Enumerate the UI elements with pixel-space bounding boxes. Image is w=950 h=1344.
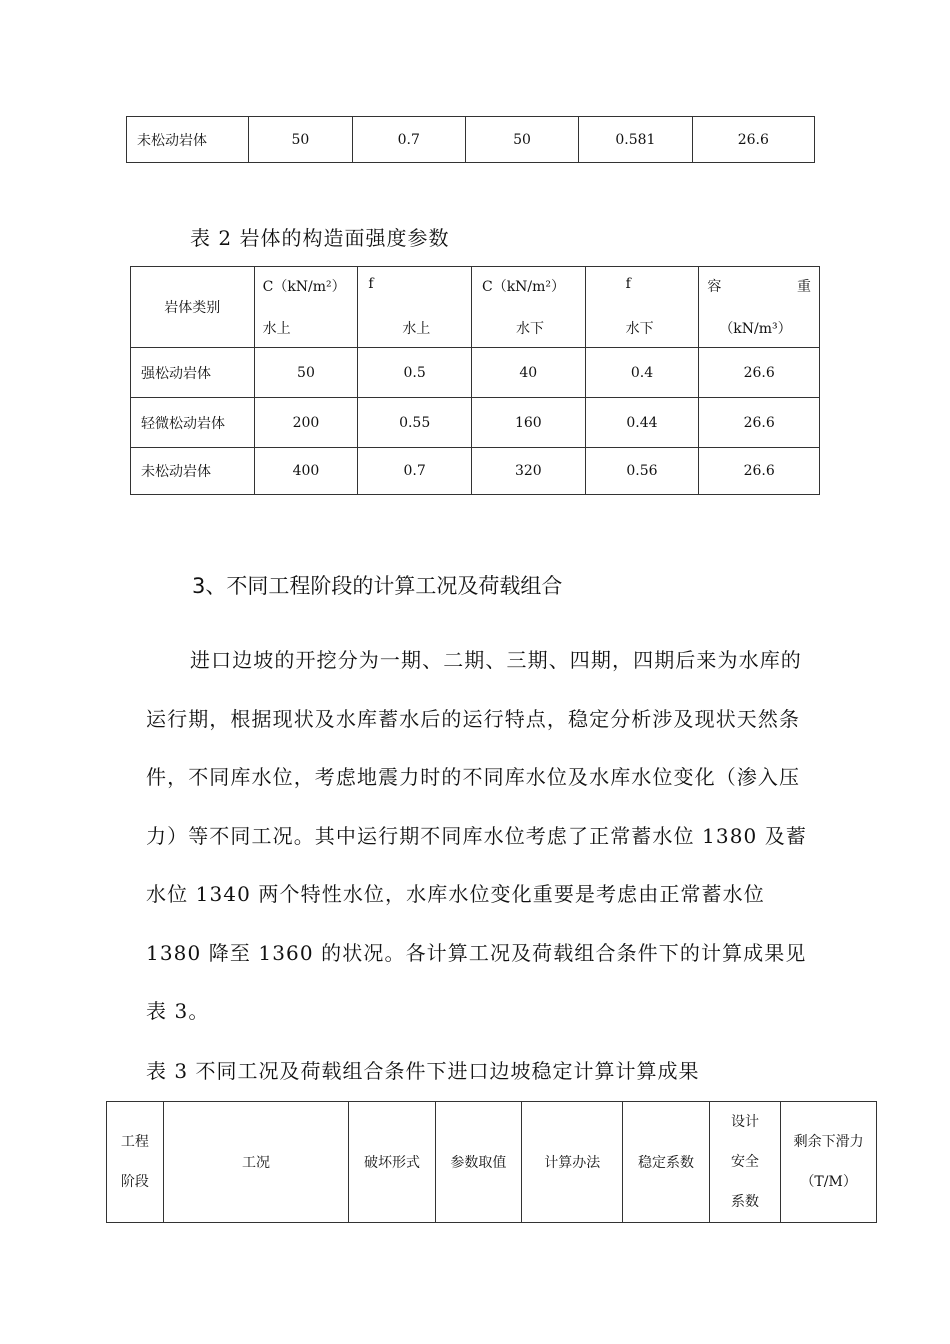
table-cell: 未松动岩体 <box>131 448 255 495</box>
table-cell: 50 <box>249 117 352 163</box>
table2-caption: 表 2 岩体的构造面强度参数 <box>190 226 450 250</box>
header-line: 设计 <box>731 1114 760 1130</box>
table-header-cell: 参数取值 <box>435 1102 521 1223</box>
header-line: 系数 <box>731 1194 760 1210</box>
header-bottom-text: 水下 <box>515 321 544 337</box>
table-header-row <box>131 267 820 348</box>
table-cell: 0.7 <box>352 117 465 163</box>
table-header-cell <box>699 267 820 348</box>
table-cell: 200 <box>254 398 358 448</box>
table-header-cell <box>471 267 585 348</box>
table-cell: 0.5 <box>358 348 472 398</box>
header-top-text: C（kN/m²） <box>262 279 346 295</box>
header-line: 阶段 <box>120 1174 149 1190</box>
table-cell: 160 <box>471 398 585 448</box>
table-header-cell <box>709 1102 781 1223</box>
header-line: （T/M） <box>800 1174 857 1190</box>
table-cell: 0.44 <box>585 398 699 448</box>
section-heading: 3、不同工程阶段的计算工况及荷载组合 <box>192 574 563 598</box>
table-row <box>131 398 820 448</box>
table-header-cell: 破坏形式 <box>349 1102 435 1223</box>
table-cell: 320 <box>471 448 585 495</box>
header-bottom-text: 水上 <box>262 321 291 337</box>
table-cell: 26.6 <box>699 348 820 398</box>
table3-caption: 表 3 不同工况及荷载组合条件下进口边坡稳定计算计算成果 <box>146 1059 700 1083</box>
table-cell: 轻微松动岩体 <box>131 398 255 448</box>
table-cell: 未松动岩体 <box>127 117 249 163</box>
table-row <box>131 348 820 398</box>
header-line: 工程 <box>120 1134 149 1150</box>
header-bottom-text: （kN/m³） <box>719 321 792 337</box>
header-bottom-text: 水下 <box>625 321 654 337</box>
table-cell: 0.4 <box>585 348 699 398</box>
header-line: 安全 <box>731 1154 760 1170</box>
table-header-cell <box>781 1102 877 1223</box>
header-top-text: f <box>625 276 631 292</box>
table-header-cell: 工况 <box>163 1102 349 1223</box>
table-cell: 26.6 <box>699 398 820 448</box>
table-cell: 26.6 <box>692 117 814 163</box>
table-header-cell: 岩体类别 <box>131 267 255 348</box>
table2 <box>130 266 820 495</box>
table-row <box>131 448 820 495</box>
header-bottom-text: 水上 <box>402 321 431 337</box>
table-cell: 50 <box>254 348 358 398</box>
table-header-row <box>107 1102 877 1223</box>
table-cell: 0.7 <box>358 448 472 495</box>
table-cell: 50 <box>465 117 578 163</box>
body-paragraph <box>146 631 808 1041</box>
table-cell: 强松动岩体 <box>131 348 255 398</box>
table-header-cell <box>254 267 358 348</box>
table3 <box>106 1101 877 1223</box>
table-cell: 26.6 <box>699 448 820 495</box>
header-top-text: f <box>368 276 374 292</box>
table-cell: 40 <box>471 348 585 398</box>
table-header-cell <box>107 1102 164 1223</box>
table-row <box>127 117 815 163</box>
header-top-text: 容 <box>707 279 722 295</box>
table-cell: 400 <box>254 448 358 495</box>
table-header-cell: 稳定系数 <box>623 1102 709 1223</box>
table-cell: 0.581 <box>579 117 692 163</box>
table-cell: 0.55 <box>358 398 472 448</box>
header-top-text: C（kN/m²） <box>481 279 566 295</box>
header-line: 剩余下滑力 <box>793 1134 864 1150</box>
table-cell: 0.56 <box>585 448 699 495</box>
table-header-cell <box>585 267 699 348</box>
table-header-cell: 计算办法 <box>522 1102 623 1223</box>
table-header-cell <box>358 267 472 348</box>
table1-tail <box>126 116 815 163</box>
header-top-text: 重 <box>797 279 811 295</box>
paragraph-text: 进口边坡的开挖分为一期、二期、三期、四期，四期后来为水库的运行期，根据现状及水库蓄水后的运行特点，稳定分析涉及现状天然条件，不同库水位，考虑地震力时的不同库水位及水库水位变化（渗入压力）等不同工况。其中运行期不同库水位考虑了正常蓄水位 1380 及蓄水位 1340 两个特性水位，水库水位变化重要是考虑由正常蓄水位 1380 降至 1360 的状况。各计算工况及荷载组合条件下的计算成果见表 3。 <box>146 648 808 1023</box>
